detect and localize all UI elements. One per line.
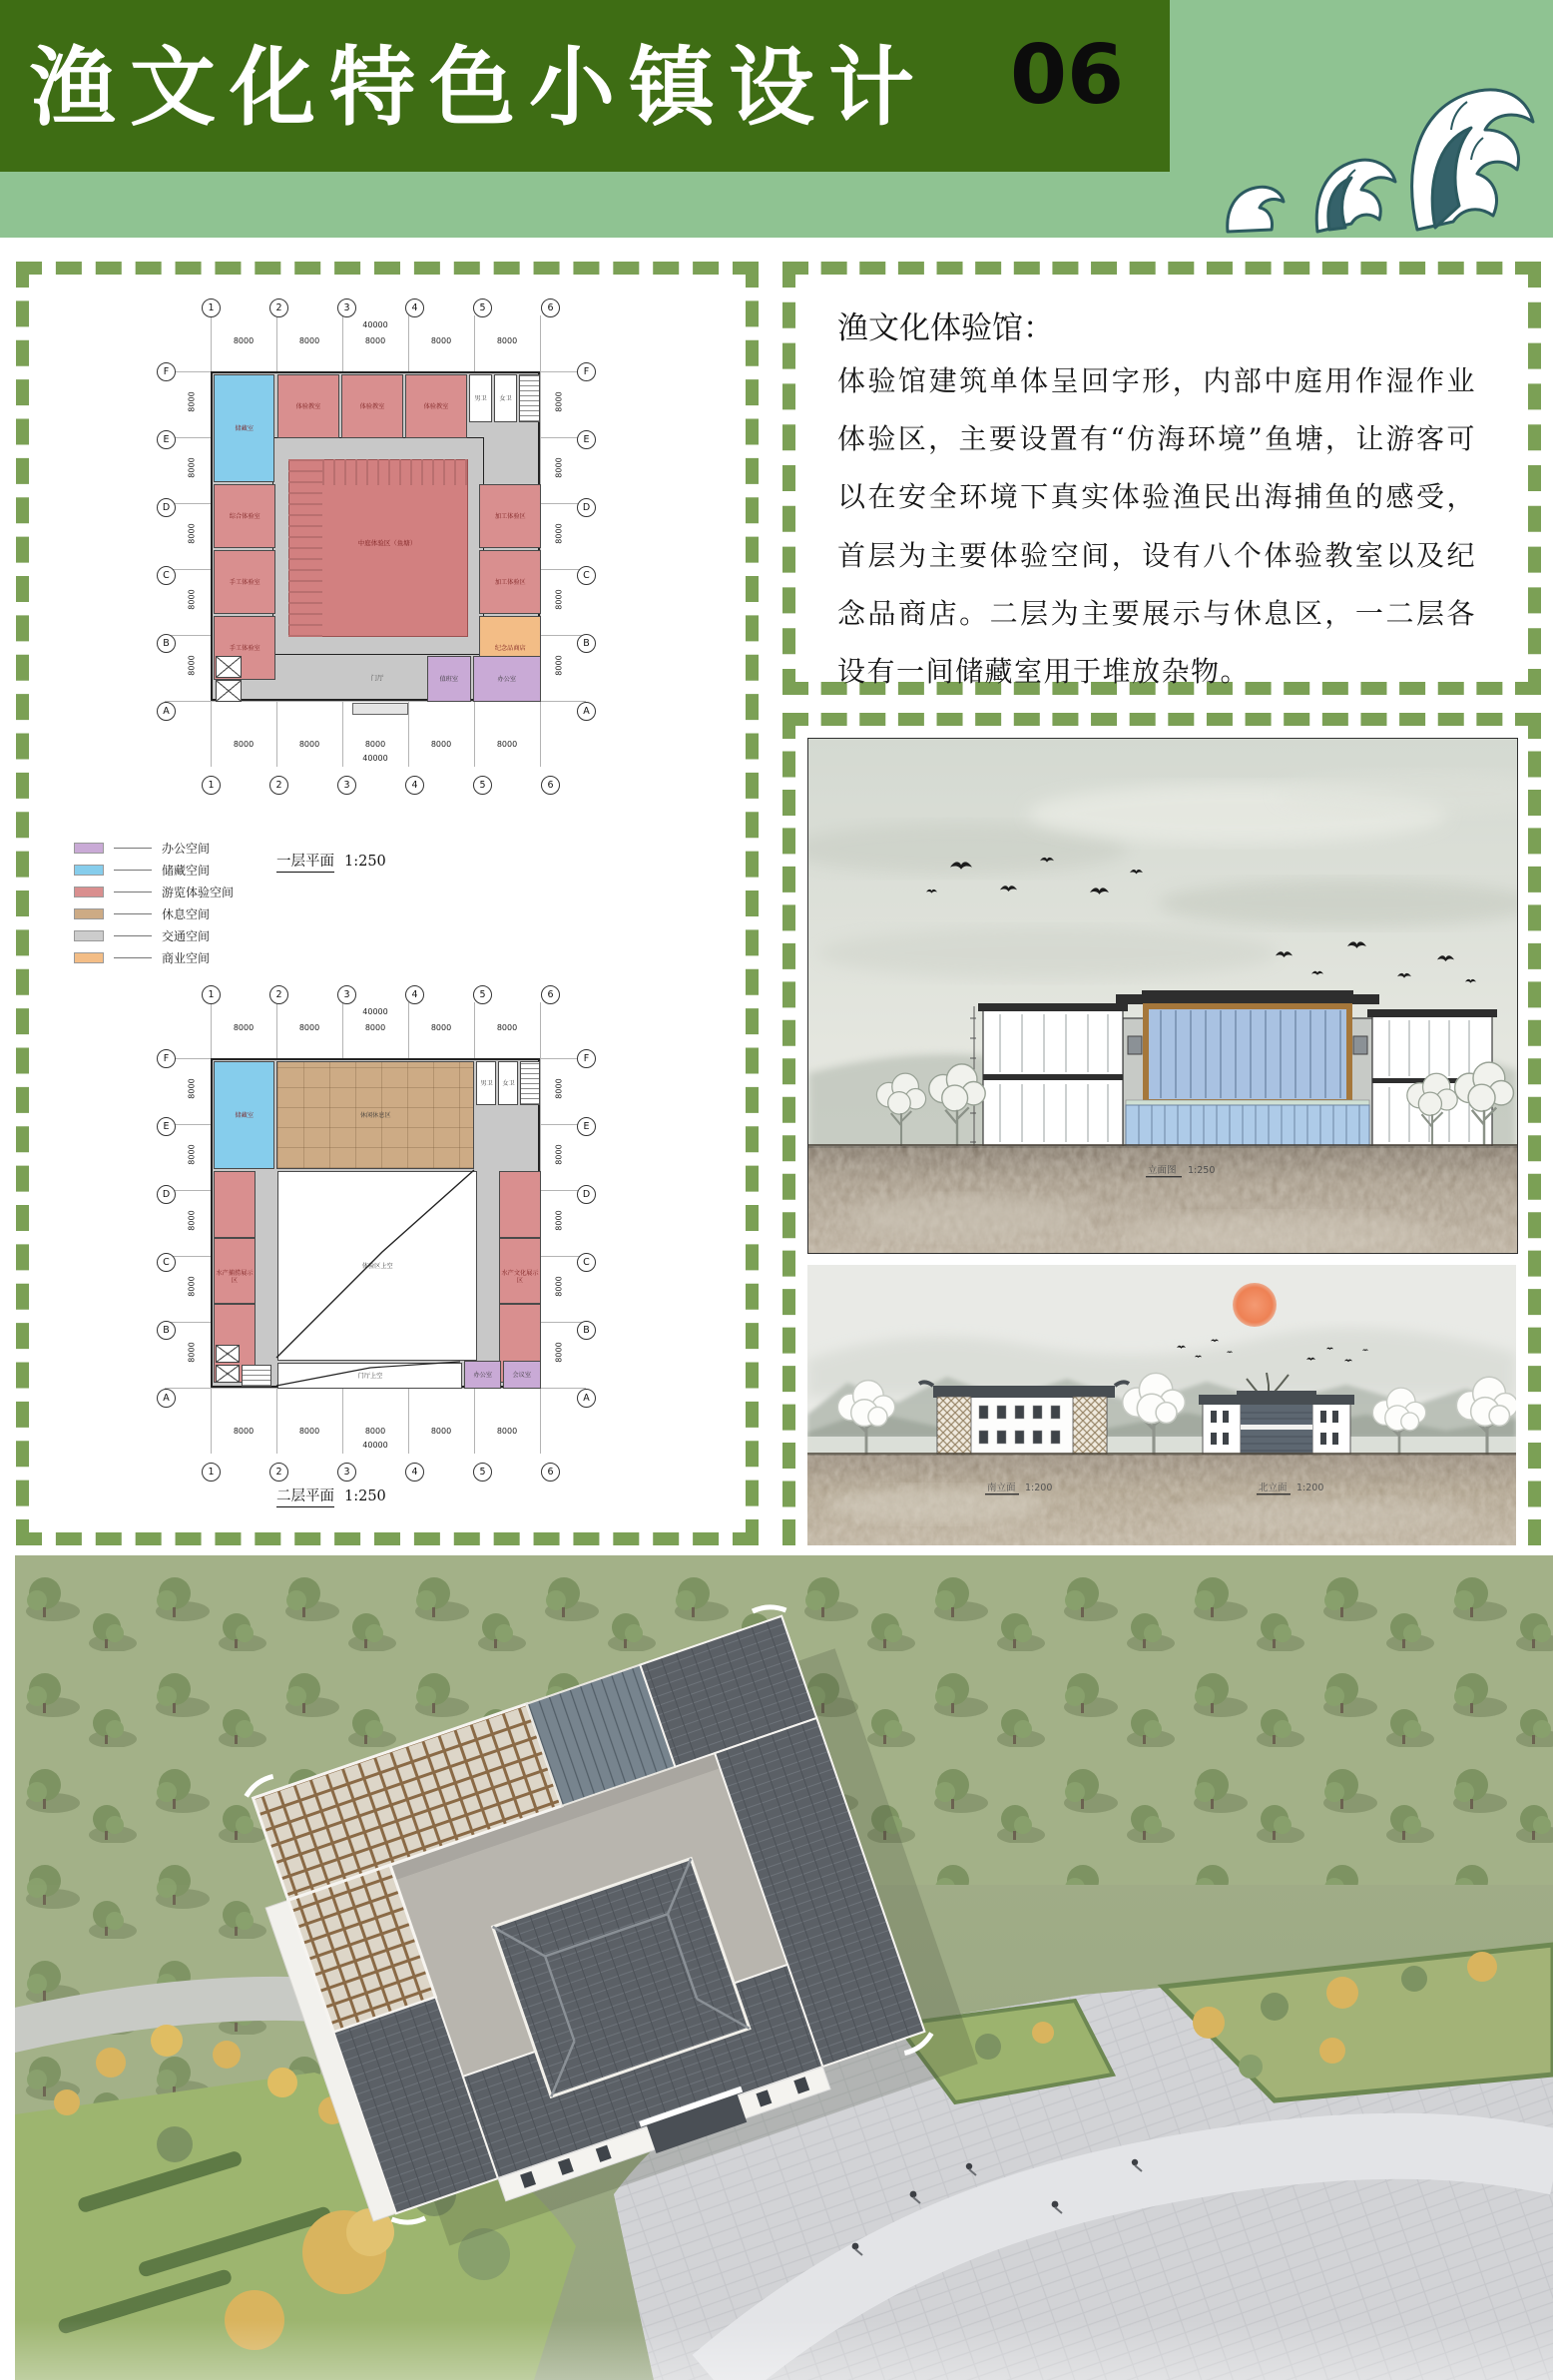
plan1-title: 一层平面 1:250 <box>276 850 386 871</box>
dim-label: 8000 <box>430 336 452 345</box>
room-wc-female: 女卫 <box>494 374 517 422</box>
legend-label: 办公空间 <box>162 842 211 856</box>
legend-item <box>74 842 234 855</box>
dim-label: 8000 <box>187 655 197 676</box>
dim-label: 8000 <box>554 1210 564 1231</box>
room-right-exhibit: 水产文化展示区 <box>499 1171 541 1383</box>
legend-item <box>74 929 234 942</box>
legend-label: 商业空间 <box>162 951 211 965</box>
dims-bottom <box>211 740 540 749</box>
dim-label: 8000 <box>554 1144 564 1165</box>
dim-total-bottom: 40000 <box>362 1441 388 1450</box>
room-atrium: 中庭体验区（鱼塘） <box>357 539 417 547</box>
dim-label: 8000 <box>187 1144 197 1165</box>
dim-label: 8000 <box>554 1078 564 1099</box>
dim-label: 8000 <box>364 1427 386 1436</box>
dim-label: 8000 <box>496 740 518 749</box>
legend-label: 休息空间 <box>162 907 211 921</box>
legend-item <box>74 951 234 964</box>
legend <box>74 842 234 973</box>
grid-bubble: 6 <box>541 298 560 317</box>
floor-plan-2 <box>141 983 610 1502</box>
elevation2-caption-right: 北立面 <box>1259 1483 1288 1493</box>
room-left: 综合体验室 <box>214 484 275 548</box>
plan2-building <box>211 1058 540 1388</box>
dim-label: 8000 <box>187 391 197 412</box>
dim-label: 8000 <box>187 457 197 478</box>
legend-item <box>74 886 234 898</box>
dim-label: 8000 <box>187 1078 197 1099</box>
dim-label: 8000 <box>364 336 386 345</box>
grid-bubble: C <box>157 1253 176 1272</box>
grid-bubbles-right <box>577 1049 596 1408</box>
plan1-building <box>211 371 540 701</box>
dim-label: 8000 <box>554 1342 564 1363</box>
room-wc-female: 女卫 <box>498 1061 518 1105</box>
dim-label: 8000 <box>430 1023 452 1032</box>
elevator-icon <box>216 1365 240 1383</box>
dim-label: 8000 <box>233 1427 255 1436</box>
elevations-panel <box>782 713 1541 1545</box>
grid-bubble: D <box>577 498 596 517</box>
elevation1-caption-scale: 1:250 <box>1188 1165 1216 1176</box>
grid-bubble: C <box>577 1253 596 1272</box>
intro-panel <box>782 262 1541 695</box>
grid-bubble: 5 <box>473 1463 492 1482</box>
dim-total-bottom: 40000 <box>362 754 388 763</box>
building-elevation <box>970 990 1497 1146</box>
grid-bubble: B <box>577 634 596 653</box>
grid-bubble: 1 <box>202 776 221 795</box>
dim-label: 8000 <box>554 1276 564 1297</box>
intro-body: 体验馆建筑单体呈回字形，内部中庭用作湿作业体验区，主要设置有“仿海环境”鱼塘，让游客可以在安全环境下真实体验渔民出海捕鱼的感受，首层为主要体验空间，设有八个体验教室以及纪念品商店。二层为主要展示与休息区，一二层各设有一间储藏室用于堆放杂物。 <box>837 364 1476 689</box>
elevation2-caption-left: 南立面 <box>987 1483 1016 1493</box>
grid-bubble: F <box>157 1049 176 1068</box>
legend-swatch <box>74 843 104 854</box>
legend-label: 交通空间 <box>162 929 211 943</box>
grid-bubbles-top <box>202 298 560 317</box>
legend-label: 游览体验空间 <box>162 886 235 899</box>
grid-bubble: F <box>577 1049 596 1068</box>
grid-bubble: E <box>157 1117 176 1136</box>
dim-label: 8000 <box>233 336 255 345</box>
grid-bubbles-top <box>202 985 560 1004</box>
grid-bubble: 4 <box>405 776 424 795</box>
dims-right <box>552 1058 566 1388</box>
room-right: 加工体验区 <box>479 484 541 548</box>
dims-top <box>211 1023 540 1032</box>
dim-label: 8000 <box>364 740 386 749</box>
intro-heading: 渔文化体验馆： <box>837 310 1054 346</box>
entrance-canopy <box>352 703 408 715</box>
grid-bubble: D <box>577 1185 596 1204</box>
grid-bubble: D <box>157 1185 176 1204</box>
page-number: 06 <box>1010 28 1125 123</box>
dim-label: 8000 <box>233 740 255 749</box>
dims-left <box>185 371 199 701</box>
dims-right <box>552 371 566 701</box>
elevation2-scale-left: 1:200 <box>1025 1483 1053 1493</box>
grid-bubble: 1 <box>202 298 221 317</box>
grid-bubble: 1 <box>202 1463 221 1482</box>
floor-plan-1 <box>141 297 610 816</box>
grid-bubbles-bottom <box>202 776 560 795</box>
elevator-icon <box>216 656 242 678</box>
dim-label: 8000 <box>496 1023 518 1032</box>
legend-swatch <box>74 887 104 897</box>
grid-bubble: 2 <box>269 298 288 317</box>
elevator-icon <box>216 680 242 702</box>
grid-bubble: B <box>157 1321 176 1340</box>
dim-label: 8000 <box>298 1023 320 1032</box>
grid-bubble: E <box>577 430 596 449</box>
page-header <box>0 0 1553 238</box>
room-left: 手工体验室 <box>214 616 275 680</box>
room-wc-male: 男卫 <box>476 1061 496 1105</box>
grid-bubble: A <box>577 1389 596 1408</box>
grid-bubble: 3 <box>337 985 356 1004</box>
page-title: 渔文化特色小镇设计 <box>30 37 928 138</box>
grid-bubble: 2 <box>269 1463 288 1482</box>
grid-bubble: 2 <box>269 985 288 1004</box>
wave-icon <box>1168 2 1537 234</box>
dim-label: 8000 <box>298 336 320 345</box>
grid-bubble: 5 <box>473 985 492 1004</box>
grid-bubble: B <box>577 1321 596 1340</box>
dim-label: 8000 <box>430 740 452 749</box>
dim-label: 8000 <box>554 655 564 676</box>
room-shop: 纪念品商店 <box>479 616 541 680</box>
room-storage: 储藏室 <box>214 374 274 482</box>
dim-total-top: 40000 <box>362 1007 388 1016</box>
grid-bubble: A <box>157 1389 176 1408</box>
stair-core <box>519 374 540 422</box>
legend-swatch <box>74 908 104 919</box>
grid-bubble: E <box>157 430 176 449</box>
lobby-label: 门厅 <box>370 674 384 682</box>
right-building <box>1199 1391 1354 1455</box>
room-classroom: 体验教室 <box>405 374 467 438</box>
dim-label: 8000 <box>554 523 564 544</box>
dims-bottom <box>211 1427 540 1436</box>
dim-label: 8000 <box>187 1210 197 1231</box>
elevation-rendering-top <box>807 738 1518 1254</box>
room-office: 办公室 <box>464 1361 501 1389</box>
room-storage: 储藏室 <box>214 1061 274 1169</box>
grid-bubbles-right <box>577 362 596 721</box>
lobby-void: 门厅上空 <box>277 1363 462 1389</box>
legend-swatch <box>74 952 104 963</box>
dim-label: 8000 <box>187 1276 197 1297</box>
grid-bubble: E <box>577 1117 596 1136</box>
grid-bubbles-left <box>157 1049 176 1408</box>
elevation-rendering-bottom <box>807 1265 1516 1545</box>
legend-line <box>114 913 152 914</box>
dim-label: 8000 <box>187 589 197 610</box>
room-wc-male: 男卫 <box>469 374 492 422</box>
stair-core <box>242 1365 271 1387</box>
stair-core <box>520 1061 540 1105</box>
grid-bubble: 3 <box>337 1463 356 1482</box>
grid-bubble: 6 <box>541 776 560 795</box>
legend-line <box>114 848 152 849</box>
room-lounge: 休闲休息区 <box>276 1061 474 1169</box>
room-meeting: 会议室 <box>503 1361 541 1389</box>
dim-label: 8000 <box>554 391 564 412</box>
legend-swatch <box>74 930 104 941</box>
room-left: 手工体验室 <box>214 550 275 614</box>
dim-label: 8000 <box>187 523 197 544</box>
grid-bubble: 5 <box>473 298 492 317</box>
elevation2-scale-right: 1:200 <box>1296 1483 1324 1493</box>
dim-label: 8000 <box>298 1427 320 1436</box>
legend-item <box>74 907 234 920</box>
room-duty: 值班室 <box>427 656 471 702</box>
dim-label: 8000 <box>233 1023 255 1032</box>
room-classroom: 体验教室 <box>277 374 339 438</box>
grid-bubble: C <box>157 566 176 585</box>
room-office: 办公室 <box>473 656 541 702</box>
grid-bubble: B <box>157 634 176 653</box>
plan2-title: 二层平面 1:250 <box>276 1485 386 1505</box>
elevator-icon <box>216 1345 240 1363</box>
grid-bubble: 4 <box>405 1463 424 1482</box>
grid-bubbles-bottom <box>202 1463 560 1482</box>
dim-label: 8000 <box>496 336 518 345</box>
grid-bubble: 3 <box>337 776 356 795</box>
floor-plans-panel <box>16 262 759 1545</box>
legend-line <box>114 870 152 871</box>
legend-swatch <box>74 865 104 876</box>
dims-top <box>211 336 540 345</box>
grid-bubbles-left <box>157 362 176 721</box>
grid-bubble: 5 <box>473 776 492 795</box>
room-classroom: 体验教室 <box>341 374 403 438</box>
dim-label: 8000 <box>298 740 320 749</box>
grid-bubble: 2 <box>269 776 288 795</box>
dim-label: 8000 <box>554 457 564 478</box>
grid-bubble: F <box>157 362 176 381</box>
sun <box>1233 1283 1277 1327</box>
dim-total-top: 40000 <box>362 320 388 329</box>
grid-bubble: 6 <box>541 1463 560 1482</box>
dim-label: 8000 <box>554 589 564 610</box>
grid-bubble: A <box>157 702 176 721</box>
dim-label: 8000 <box>430 1427 452 1436</box>
aerial-rendering <box>15 1555 1553 2380</box>
legend-line <box>114 935 152 936</box>
dim-label: 8000 <box>496 1427 518 1436</box>
dim-label: 8000 <box>187 1342 197 1363</box>
atrium-void: 体验区上空 <box>277 1171 477 1361</box>
legend-line <box>114 957 152 958</box>
grid-bubble: F <box>577 362 596 381</box>
grid-bubble: 4 <box>405 985 424 1004</box>
grid-bubble: A <box>577 702 596 721</box>
legend-label: 储藏空间 <box>162 864 211 878</box>
room-left-exhibit: 水产捕捞展示区 <box>214 1171 256 1383</box>
grid-bubble: 3 <box>337 298 356 317</box>
legend-item <box>74 864 234 877</box>
room-right: 加工体验区 <box>479 550 541 614</box>
dim-label: 8000 <box>364 1023 386 1032</box>
dims-left <box>185 1058 199 1388</box>
grid-bubble: C <box>577 566 596 585</box>
grid-bubble: 6 <box>541 985 560 1004</box>
left-building <box>919 1382 1129 1455</box>
grid-bubble: 4 <box>405 298 424 317</box>
grid-bubble: D <box>157 498 176 517</box>
grid-bubble: 1 <box>202 985 221 1004</box>
elevation1-caption-name: 立面图 <box>1148 1165 1177 1176</box>
